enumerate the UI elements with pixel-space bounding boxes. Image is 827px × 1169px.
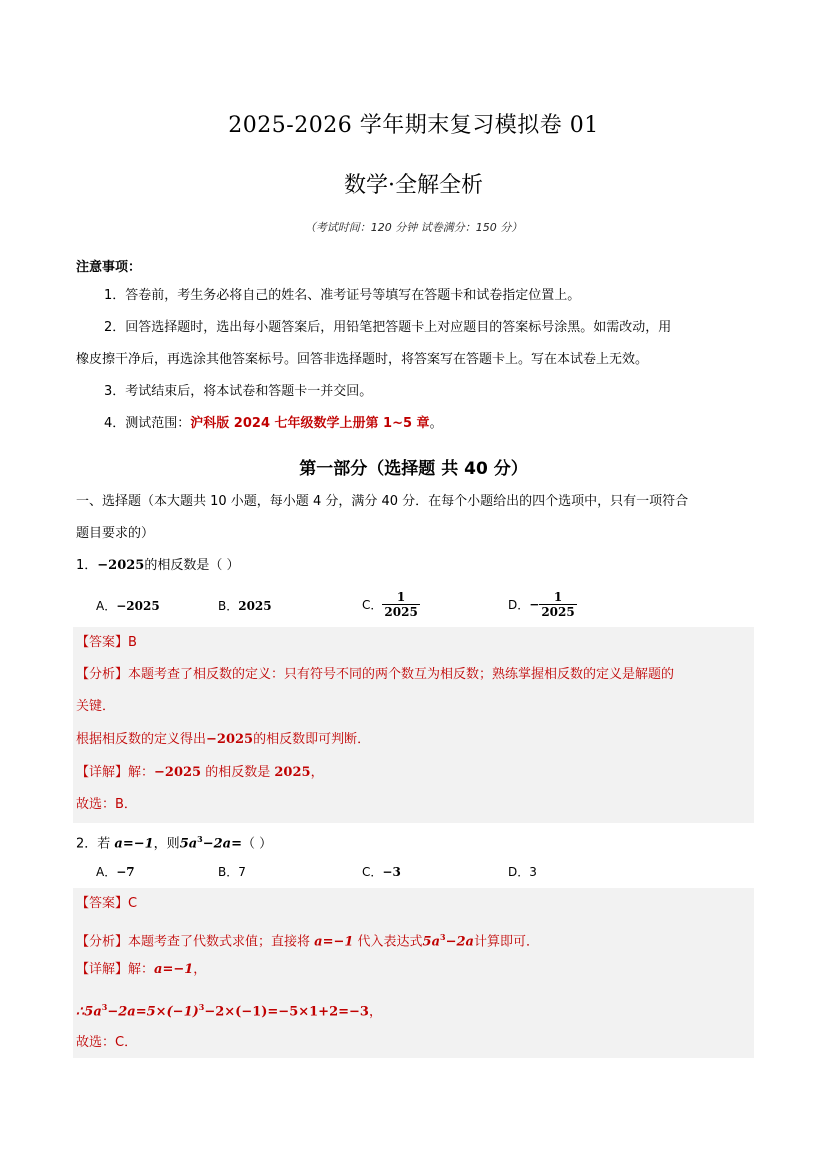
q2-detail-label: 【详解】 xyxy=(76,962,129,977)
notice-item-3: 3．考试结束后，将本试卷和答题卡一并交回。 xyxy=(104,384,373,399)
q1-detail-label: 【详解】 xyxy=(76,765,129,780)
q1-analysis-line-3-a: 根据相反数的定义得出 xyxy=(76,732,207,747)
q1-detail-value-2: 2025 xyxy=(274,765,311,780)
q1-option-c-denominator: 2025 xyxy=(384,605,418,619)
page-title: 2025-2026 学年期末复习模拟卷 01 xyxy=(228,113,599,138)
question-2-expr-a: 5a xyxy=(179,836,198,852)
q1-answer-box xyxy=(73,627,754,823)
q2-option-a-value: −7 xyxy=(116,865,135,879)
q2-calc-sup-2: 3 xyxy=(198,1002,205,1012)
q2-calculation xyxy=(76,999,382,1020)
q2-choose: 故选：C． xyxy=(76,1035,138,1050)
q2-analysis-expr-b: −2a xyxy=(445,934,474,950)
notice-item-4-prefix: 4．测试范围： xyxy=(104,416,191,431)
section-intro-line-1: 一、选择题（本大题共 10 小题，每小题 4 分，满分 40 分．在每个小题给出的四个选项中，只有一项符合 xyxy=(76,494,689,509)
q1-analysis-line-1: 【分析】本题考查了相反数的定义：只有符号不同的两个数互为相反数；熟练掌握相反数的定义是解题的 xyxy=(76,667,675,682)
question-2-condition: a=−1 xyxy=(114,836,154,852)
q2-detail xyxy=(76,962,206,978)
q1-analysis-value: −2025 xyxy=(206,732,254,747)
q1-option-b xyxy=(218,597,272,614)
question-2-expr-sup: 3 xyxy=(197,834,203,844)
q1-option-d xyxy=(508,590,577,619)
q1-option-b-label: B． xyxy=(218,599,239,613)
q2-option-b-value: 7 xyxy=(238,865,246,879)
q1-detail-value-1: −2025 xyxy=(154,765,202,780)
q2-analysis-a: 【分析】本题考查了代数式求值；直接将 xyxy=(76,934,315,950)
q1-option-b-value: 2025 xyxy=(238,599,272,613)
q1-option-d-denominator: 2025 xyxy=(541,605,575,619)
q2-calc-b: −2a=5×(−1) xyxy=(107,1004,199,1020)
q1-option-c xyxy=(362,590,420,619)
q1-option-a xyxy=(96,597,160,614)
section-intro-line-2: 题目要求的） xyxy=(76,526,155,541)
q2-option-a xyxy=(96,863,135,880)
q2-detail-condition: a=−1 xyxy=(154,962,194,977)
q1-option-d-numerator: 1 xyxy=(539,590,576,605)
q1-analysis-line-3 xyxy=(76,732,370,748)
q2-analysis-c: 计算即可． xyxy=(473,934,539,950)
test-range: 沪科版 2024 七年级数学上册第 1~5 章 xyxy=(190,416,430,431)
question-2-end: （ ） xyxy=(242,836,273,852)
q1-analysis-line-2: 关键． xyxy=(76,699,116,714)
q2-analysis-b: 代入表达式 xyxy=(353,934,423,950)
page-subtitle: 数学·全解全析 xyxy=(344,173,483,198)
notice-item-4-suffix: 。 xyxy=(429,416,443,431)
question-2-number: 2．若 xyxy=(76,836,115,852)
q2-option-d xyxy=(508,863,537,880)
q2-option-b xyxy=(218,863,246,880)
q2-calc-end: ， xyxy=(368,1004,382,1020)
question-1-text: 的相反数是（ ） xyxy=(144,558,240,573)
question-1-number: 1． xyxy=(76,558,98,573)
notice-item-4 xyxy=(104,416,443,432)
q2-analysis xyxy=(76,929,539,950)
question-2-mid: ，则 xyxy=(153,836,180,852)
notice-item-2-line-2: 橡皮擦干净后，再选涂其他答案标号。回答非选择题时，将答案写在答题卡上。写在本试卷上无效。 xyxy=(76,352,649,367)
question-1-value: −2025 xyxy=(97,558,145,573)
exam-info: （考试时间：120 分钟 试卷满分：150 分） xyxy=(304,221,523,234)
notice-item-2-line-1: 2．回答选择题时，选出每小题答案后，用铅笔把答题卡上对应题目的答案标号涂黑。如需改动，用 xyxy=(104,320,672,335)
q2-calc-sup-1: 3 xyxy=(101,1002,108,1012)
q1-option-d-sign: − xyxy=(529,597,540,612)
q2-detail-c: ， xyxy=(193,962,207,977)
q2-option-d-value: 3 xyxy=(529,865,537,879)
q2-calc-a: ∴5a xyxy=(76,1004,102,1020)
q2-option-a-label: A． xyxy=(96,865,117,879)
q1-choose: 故选：B． xyxy=(76,797,137,812)
q1-option-d-fraction xyxy=(539,590,576,619)
q1-option-a-label: A． xyxy=(96,599,117,613)
q1-detail xyxy=(76,765,324,781)
q2-option-b-label: B． xyxy=(218,865,239,879)
q2-detail-a: 解： xyxy=(128,962,155,977)
q2-option-c xyxy=(362,863,401,880)
question-2-stem xyxy=(76,831,272,852)
q2-answer: 【答案】C xyxy=(76,896,138,911)
q1-option-c-fraction xyxy=(382,590,419,619)
q1-detail-b: 的相反数是 xyxy=(201,765,275,780)
q1-option-c-label: C． xyxy=(362,598,383,612)
section-title: 第一部分（选择题 共 40 分） xyxy=(299,459,528,479)
q2-analysis-condition: a=−1 xyxy=(314,934,354,950)
notice-title: 注意事项： xyxy=(76,260,142,275)
q1-option-a-value: −2025 xyxy=(116,599,160,613)
q2-option-c-value: −3 xyxy=(382,865,401,879)
question-1-stem xyxy=(76,558,240,574)
q1-answer: 【答案】B xyxy=(76,635,137,650)
q2-option-d-label: D． xyxy=(508,865,530,879)
q1-detail-c: ， xyxy=(310,765,324,780)
q2-option-c-label: C． xyxy=(362,865,383,879)
question-2-expr-b: −2a= xyxy=(202,836,242,852)
q1-option-d-label: D． xyxy=(508,598,530,612)
q1-analysis-line-3-b: 的相反数即可判断． xyxy=(253,732,371,747)
q1-detail-a: 解： xyxy=(128,765,155,780)
q2-analysis-expr-sup: 3 xyxy=(440,932,446,942)
q1-option-c-numerator: 1 xyxy=(382,590,419,605)
q2-calc-c: −2×(−1)=−5×1+2=−3 xyxy=(204,1004,369,1020)
notice-item-1: 1．答卷前，考生务必将自己的姓名、准考证号等填写在答题卡和试卷指定位置上。 xyxy=(104,288,581,303)
q2-analysis-expr-a: 5a xyxy=(422,934,441,950)
